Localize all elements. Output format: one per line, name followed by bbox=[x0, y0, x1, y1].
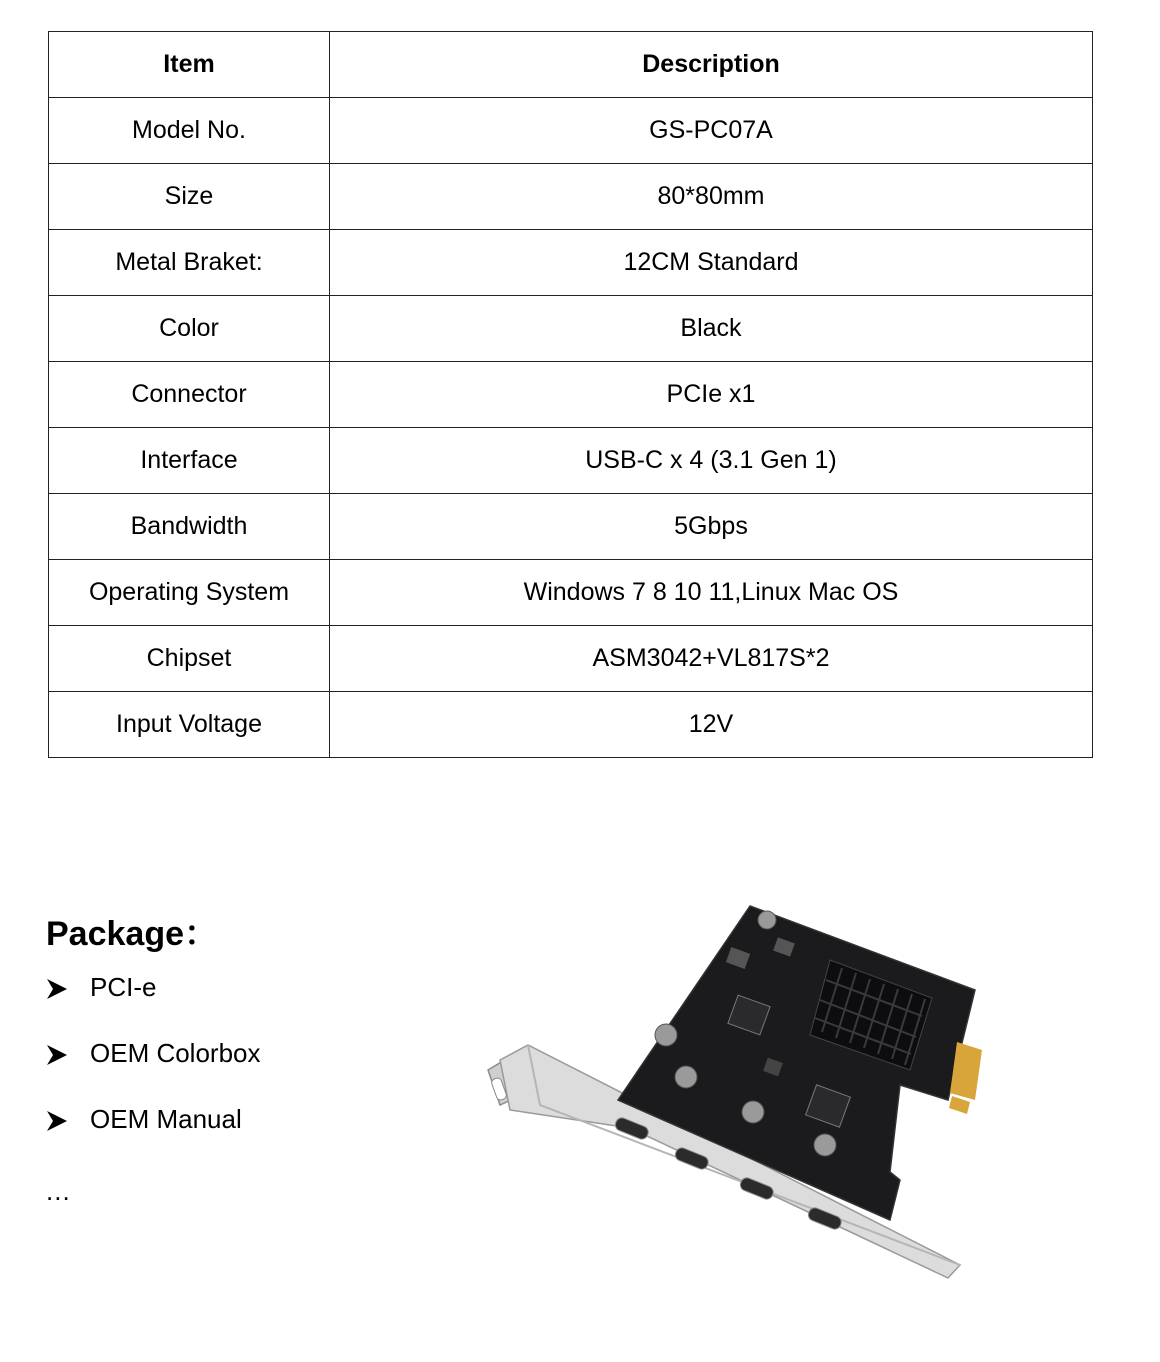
header-description: Description bbox=[330, 32, 1093, 98]
row-description: PCIe x1 bbox=[330, 362, 1093, 428]
row-item: Input Voltage bbox=[49, 692, 330, 758]
row-description: Black bbox=[330, 296, 1093, 362]
row-item: Chipset bbox=[49, 626, 330, 692]
row-description: 5Gbps bbox=[330, 494, 1093, 560]
package-more: ... bbox=[46, 1176, 71, 1206]
list-item bbox=[46, 972, 261, 1038]
row-description: ASM3042+VL817S*2 bbox=[330, 626, 1093, 692]
table-row bbox=[49, 428, 1093, 494]
package-item-label: OEM Manual bbox=[90, 1104, 242, 1134]
row-item: Bandwidth bbox=[49, 494, 330, 560]
package-list bbox=[46, 972, 261, 1170]
row-description: 12V bbox=[330, 692, 1093, 758]
header-item: Item bbox=[49, 32, 330, 98]
arrowhead-bullet-icon bbox=[46, 972, 90, 1000]
table-row bbox=[49, 560, 1093, 626]
row-item: Interface bbox=[49, 428, 330, 494]
row-item: Connector bbox=[49, 362, 330, 428]
arrowhead-bullet-icon bbox=[46, 1038, 90, 1066]
table-header-row bbox=[49, 32, 1093, 98]
row-description: 80*80mm bbox=[330, 164, 1093, 230]
row-item: Model No. bbox=[49, 98, 330, 164]
row-description: 12CM Standard bbox=[330, 230, 1093, 296]
row-description: USB-C x 4 (3.1 Gen 1) bbox=[330, 428, 1093, 494]
arrowhead-bullet-icon bbox=[46, 1104, 90, 1132]
row-item: Operating System bbox=[49, 560, 330, 626]
package-item-label: OEM Colorbox bbox=[90, 1038, 261, 1068]
spec-table bbox=[48, 31, 1093, 758]
table-row bbox=[49, 626, 1093, 692]
package-item-label: PCI-e bbox=[90, 972, 157, 1002]
table-row bbox=[49, 164, 1093, 230]
table-row bbox=[49, 494, 1093, 560]
row-description: GS-PC07A bbox=[330, 98, 1093, 164]
table-row bbox=[49, 230, 1093, 296]
row-description: Windows 7 8 10 11,Linux Mac OS bbox=[330, 560, 1093, 626]
table-row bbox=[49, 692, 1093, 758]
row-item: Metal Braket: bbox=[49, 230, 330, 296]
package-title: Package： bbox=[46, 915, 218, 953]
table-row bbox=[49, 98, 1093, 164]
table-row bbox=[49, 362, 1093, 428]
product-image bbox=[470, 900, 990, 1290]
table-row bbox=[49, 296, 1093, 362]
row-item: Color bbox=[49, 296, 330, 362]
row-item: Size bbox=[49, 164, 330, 230]
list-item bbox=[46, 1038, 261, 1104]
list-item bbox=[46, 1104, 261, 1170]
pcb-board bbox=[618, 906, 982, 1220]
